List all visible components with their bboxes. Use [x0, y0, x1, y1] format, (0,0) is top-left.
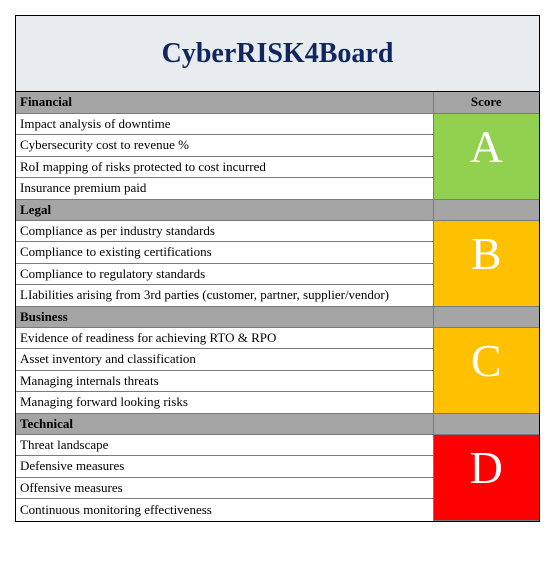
section-name: Business: [16, 306, 433, 327]
score-column-spacer: [433, 199, 539, 220]
grade-cell-financial: A: [433, 113, 539, 199]
metric-label: Managing internals threats: [16, 370, 433, 392]
section-name: Legal: [16, 199, 433, 220]
section-header-legal: [16, 199, 539, 220]
metric-label: Asset inventory and classification: [16, 349, 433, 371]
score-column-spacer: [433, 413, 539, 434]
metric-label: Threat landscape: [16, 434, 433, 456]
table-row: [16, 327, 539, 349]
score-column-header: Score: [433, 92, 539, 113]
metric-label: Continuous monitoring effectiveness: [16, 499, 433, 521]
metric-label: Offensive measures: [16, 477, 433, 499]
page-title: CyberRISK4Board: [161, 37, 394, 69]
metric-label: Compliance as per industry standards: [16, 220, 433, 242]
section-header-financial: [16, 92, 539, 113]
section-header-business: [16, 306, 539, 327]
section-name: Technical: [16, 413, 433, 434]
risk-scorecard: [15, 15, 540, 522]
grade-cell-technical: D: [433, 434, 539, 520]
table-row: [16, 434, 539, 456]
score-column-spacer: [433, 306, 539, 327]
metric-label: Compliance to regulatory standards: [16, 263, 433, 285]
metric-label: Cybersecurity cost to revenue %: [16, 135, 433, 157]
grade-cell-legal: B: [433, 220, 539, 306]
title-bar: [16, 16, 539, 92]
section-header-technical: [16, 413, 539, 434]
table-row: [16, 113, 539, 135]
metric-label: Compliance to existing certifications: [16, 242, 433, 264]
metric-label: Impact analysis of downtime: [16, 113, 433, 135]
metric-label: LIabilities arising from 3rd parties (customer, partner, supplier/vendor): [16, 285, 433, 307]
metric-label: Managing forward looking risks: [16, 392, 433, 414]
scorecard-table: [16, 92, 539, 521]
metric-label: Defensive measures: [16, 456, 433, 478]
section-name: Financial: [16, 92, 433, 113]
metric-label: Insurance premium paid: [16, 178, 433, 200]
metric-label: RoI mapping of risks protected to cost incurred: [16, 156, 433, 178]
table-row: [16, 220, 539, 242]
metric-label: Evidence of readiness for achieving RTO & RPO: [16, 327, 433, 349]
grade-cell-business: C: [433, 327, 539, 413]
